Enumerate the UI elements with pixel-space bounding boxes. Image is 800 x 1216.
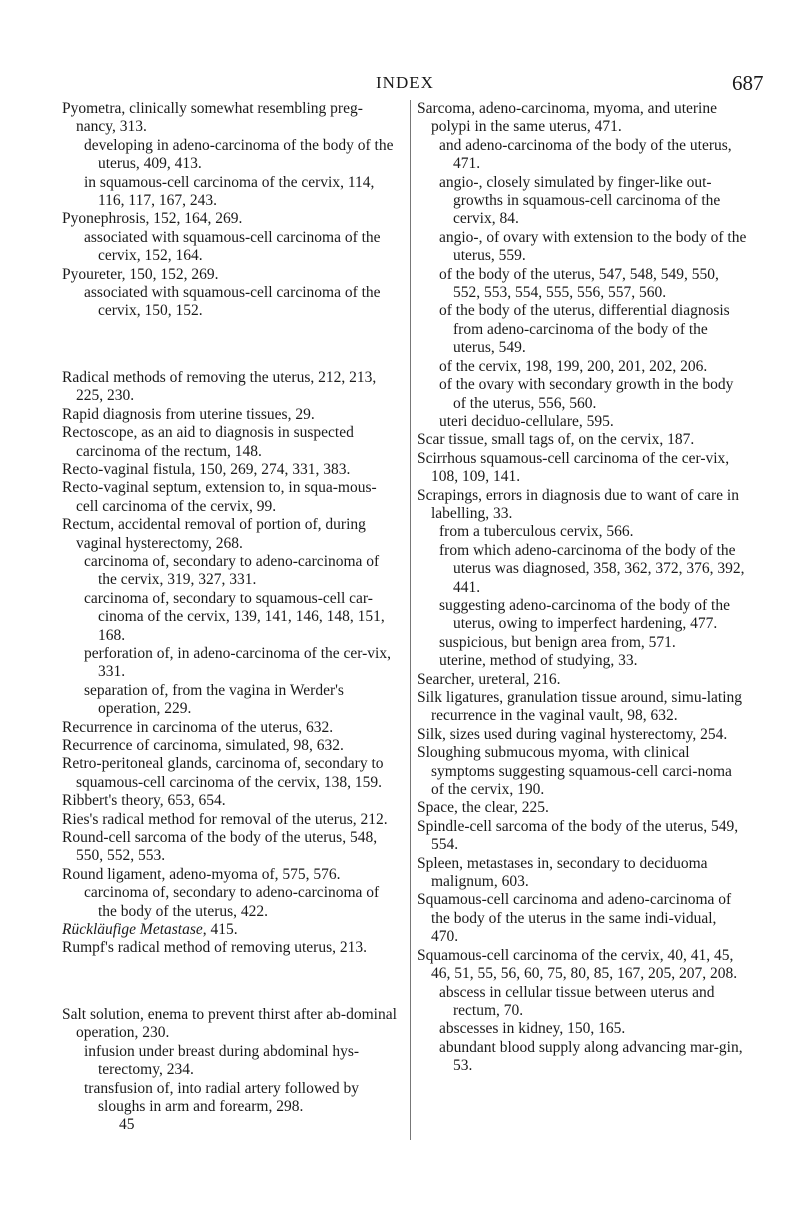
index-subentry: of the body of the uterus, differential diagnosis from adeno-carcinoma of the body of the uterus, 549. <box>439 302 730 357</box>
index-entry: Rectoscope, as an aid to diagnosis in suspected carcinoma of the rectum, 148. <box>62 424 354 460</box>
page-number: 687 <box>732 71 764 95</box>
index-subentry: angio-, closely simulated by finger-like out-growths in squamous-cell carcinoma of the cervix, 84. <box>439 173 721 228</box>
index-entry: Scrapings, errors in diagnosis due to want of care in labelling, 33. <box>417 486 739 522</box>
index-entry: Silk, sizes used during vaginal hysterectomy, 254. <box>417 725 728 743</box>
index-subentry: carcinoma of, secondary to squamous-cell car-cinoma of the cervix, 139, 141, 146, 148, 151, 168. <box>84 589 385 644</box>
index-subentry: suggesting adeno-carcinoma of the body of the uterus, owing to imperfect hardening, 477. <box>439 596 730 633</box>
index-entry: Spindle-cell sarcoma of the body of the uterus, 549, 554. <box>417 817 739 854</box>
index-entry: Recurrence of carcinoma, simulated, 98, 632. <box>62 737 344 754</box>
running-title: INDEX <box>376 73 434 92</box>
index-subentry: of the ovary with secondary growth in the body of the uterus, 556, 560. <box>439 376 734 412</box>
index-entry: Silk ligatures, granulation tissue around, simu-lating recurrence in the vaginal vault, 98, 632. <box>417 689 743 725</box>
index-subentry: uteri deciduo-cellulare, 595. <box>439 412 614 430</box>
index-entry: Ries's radical method for removal of the uterus, 212. <box>62 810 388 828</box>
index-entry: Pyoureter, 150, 152, 269. <box>62 265 219 283</box>
index-entry: Spleen, metastases in, secondary to deciduoma malignum, 603. <box>417 854 708 891</box>
section-gap <box>62 336 398 353</box>
index-entry: Rectum, accidental removal of portion of, during vaginal hysterectomy, 268. <box>62 516 366 552</box>
index-entry: Pyometra, clinically somewhat resembling preg-nancy, 313. <box>62 100 363 136</box>
index-subentry: suspicious, but benign area from, 571. <box>439 633 676 651</box>
index-entry: Round ligament, adeno-myoma of, 575, 576. <box>62 865 341 883</box>
index-entry: Space, the clear, 225. <box>417 799 549 817</box>
index-subentry: from which adeno-carcinoma of the body of the uterus was diagnosed, 358, 362, 372, 376, 392, 441. <box>439 541 745 596</box>
entry-pages: , 415. <box>202 921 238 939</box>
index-subentry: transfusion of, into radial artery followed by sloughs in arm and forearm, 298. <box>84 1079 360 1115</box>
section-gap <box>62 973 398 990</box>
index-subentry: carcinoma of, secondary to adeno-carcinoma of the cervix, 319, 327, 331. <box>84 552 380 589</box>
index-entry: Retro-peritoneal glands, carcinoma of, secondary to squamous-cell carcinoma of the cervix, 138, 159. <box>62 755 384 791</box>
index-entry: Rumpf's radical method of removing uterus, 213. <box>62 939 367 957</box>
index-subentry: uterine, method of studying, 33. <box>439 652 638 670</box>
index-entry: Radical methods of removing the uterus, 212, 213, 225, 230. <box>62 368 377 405</box>
index-subentry: perforation of, in adeno-carcinoma of the cer-vix, 331. <box>84 644 391 681</box>
signature-mark: 45 <box>119 1116 135 1134</box>
index-entry: Squamous-cell carcinoma and adeno-carcinoma of the body of the uterus in the same indi-vidual, 470. <box>417 891 732 946</box>
index-entry: Salt solution, enema to prevent thirst after ab-dominal operation, 230. <box>62 1005 397 1042</box>
index-subentry: in squamous-cell carcinoma of the cervix, 114, 116, 117, 167, 243. <box>84 173 375 210</box>
index-entry: Recurrence in carcinoma of the uterus, 632. <box>62 718 334 736</box>
index-subentry: abscess in cellular tissue between uterus and rectum, 70. <box>439 983 715 1019</box>
index-subentry: associated with squamous-cell carcinoma of the cervix, 150, 152. <box>84 284 381 320</box>
index-subentry: angio-, of ovary with extension to the body of the uterus, 559. <box>439 228 747 265</box>
index-subentry: abundant blood supply along advancing mar-gin, 53. <box>439 1038 743 1075</box>
right-column <box>410 100 747 1140</box>
index-entry: Round-cell sarcoma of the body of the uterus, 548, 550, 552, 553. <box>62 829 378 865</box>
index-entry: Pyonephrosis, 152, 164, 269. <box>62 210 243 228</box>
page-header <box>0 73 800 97</box>
index-entry: Ribbert's theory, 653, 654. <box>62 792 226 810</box>
left-column <box>62 100 398 1135</box>
index-subentry: carcinoma of, secondary to adeno-carcinoma of the body of the uterus, 422. <box>84 884 380 920</box>
index-subentry: associated with squamous-cell carcinoma of the cervix, 152, 164. <box>84 228 381 265</box>
index-entry: Sarcoma, adeno-carcinoma, myoma, and uterine polypi in the same uterus, 471. <box>417 100 717 136</box>
index-subentry: infusion under breast during abdominal hys-terectomy, 234. <box>84 1042 360 1079</box>
index-subentry: and adeno-carcinoma of the body of the uterus, 471. <box>439 136 732 173</box>
index-entry: Searcher, ureteral, 216. <box>417 670 561 688</box>
index-entry: Scar tissue, small tags of, on the cervix, 187. <box>417 431 695 449</box>
index-subentry: developing in adeno-carcinoma of the body of the uterus, 409, 413. <box>84 136 394 173</box>
index-subentry: separation of, from the vagina in Werder's operation, 229. <box>84 681 344 718</box>
index-entry: Rapid diagnosis from uterine tissues, 29. <box>62 405 315 423</box>
index-subentry: of the body of the uterus, 547, 548, 549, 550, 552, 553, 554, 555, 556, 557, 560. <box>439 265 719 302</box>
index-entry: Recto-vaginal fistula, 150, 269, 274, 331, 383. <box>62 460 351 478</box>
index-subentry: from a tuberculous cervix, 566. <box>439 523 634 541</box>
index-subentry: abscesses in kidney, 150, 165. <box>439 1020 626 1038</box>
index-entry: Scirrhous squamous-cell carcinoma of the cer-vix, 108, 109, 141. <box>417 449 730 486</box>
index-entry: Sloughing submucous myoma, with clinical symptoms suggesting squamous-cell carci-noma of the cervix, 190. <box>417 744 732 799</box>
index-entry: Recto-vaginal septum, extension to, in squa-mous-cell carcinoma of the cervix, 99. <box>62 479 377 515</box>
index-entry: Squamous-cell carcinoma of the cervix, 40, 41, 45, 46, 51, 55, 56, 60, 75, 80, 85, 167, 205, 207, 208. <box>417 946 738 983</box>
index-entry <box>62 921 398 939</box>
entry-italic-term: Rückläufige Metastase <box>62 921 203 939</box>
index-subentry: of the cervix, 198, 199, 200, 201, 202, 206. <box>439 357 708 375</box>
